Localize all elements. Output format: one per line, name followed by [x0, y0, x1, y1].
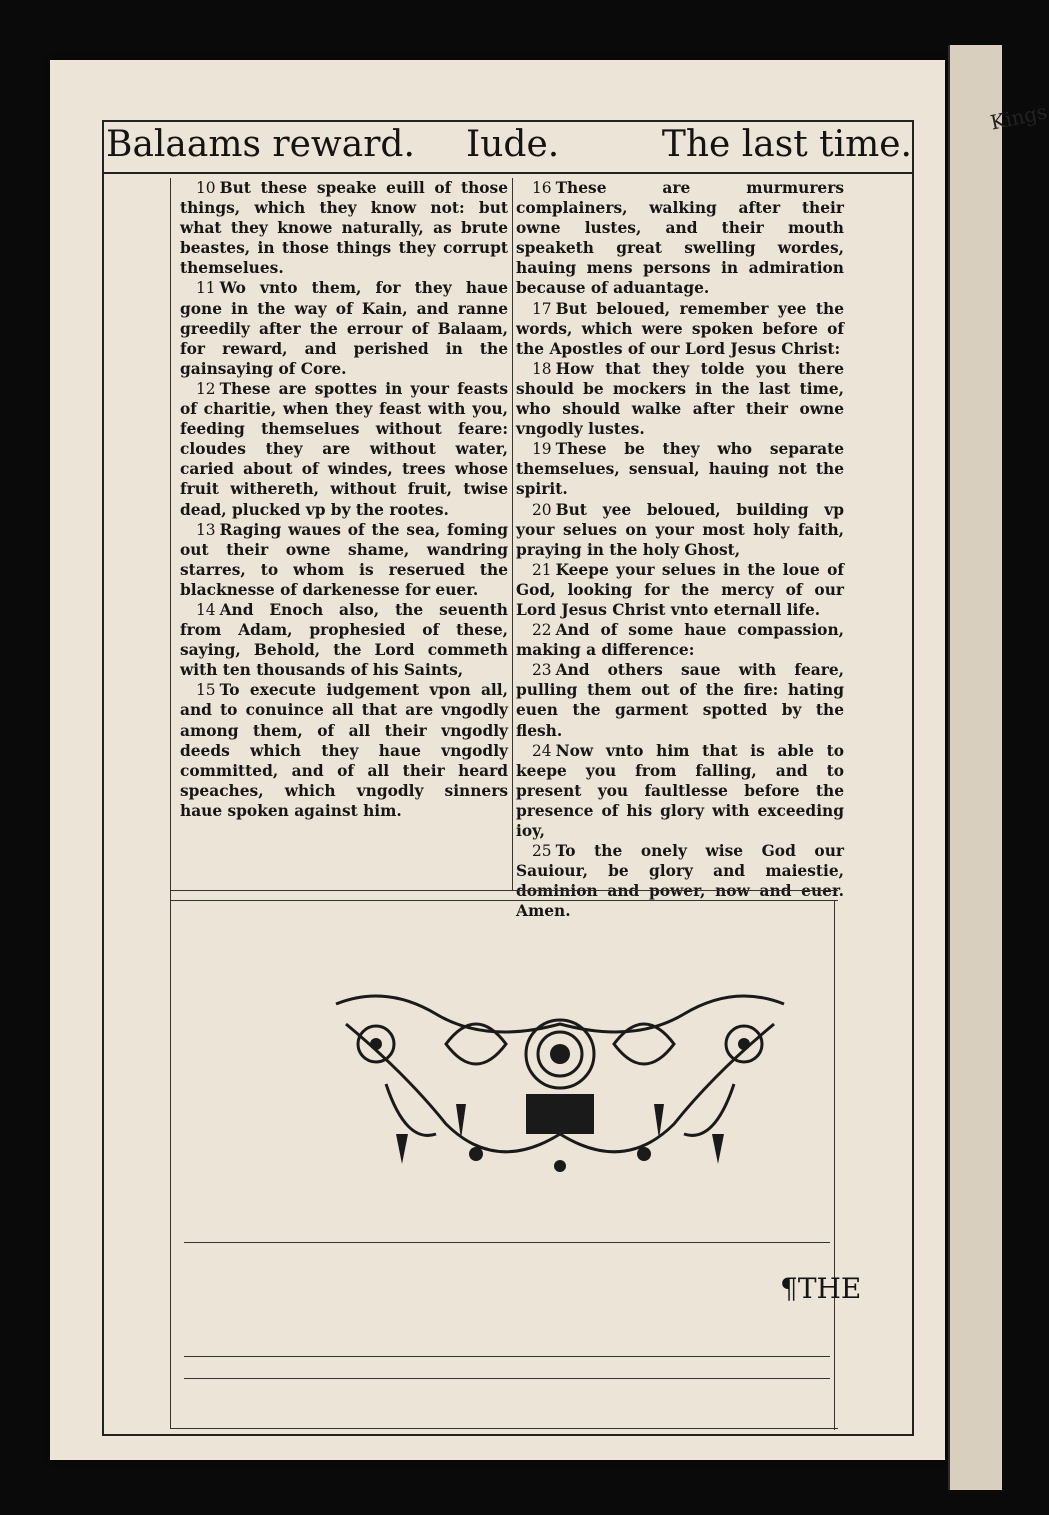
verse — [516, 620, 844, 660]
verse-text: And others saue with feare, pulling them out of the fire: hating euen the garment spotted by the flesh. — [516, 661, 844, 740]
verse — [180, 600, 508, 680]
header-right: The last time. — [661, 124, 912, 165]
column-rule — [512, 178, 513, 890]
verse-number: 24 — [532, 741, 552, 760]
verse-text: But these speake euill of those things, which they know not: but what they knowe naturally, as brute beastes, in those things they corrupt themselues. — [180, 179, 508, 278]
verse-text: But yee beloued, building vp your selues on your most holy faith, praying in the holy Ghost, — [516, 500, 844, 559]
verse — [516, 178, 844, 299]
verse — [516, 841, 844, 921]
verse — [516, 500, 844, 560]
verse — [180, 178, 508, 278]
verse-number: 11 — [196, 279, 216, 298]
verse — [516, 359, 844, 439]
verse-text: But beloued, remember yee the words, which were spoken before of the Apostles of our Lord Jesus Christ: — [516, 299, 844, 358]
verse-text: These are murmurers complainers, walking after their owne lustes, and their mouth speaketh great swelling wordes, hauing mens persons in admiration because of aduantage. — [516, 179, 844, 298]
adjacent-page-edge — [948, 45, 1049, 1490]
verse-number: 15 — [196, 681, 216, 700]
verse — [516, 299, 844, 359]
verse-number: 20 — [532, 500, 552, 519]
header-center: Iude. — [466, 124, 560, 165]
catchword: ¶THE — [780, 1272, 862, 1305]
verse-number: 18 — [532, 359, 552, 378]
verse — [180, 278, 508, 378]
ornament-box-lower-rule — [184, 1242, 830, 1243]
verse-number: 17 — [532, 299, 552, 318]
footer-rule-1 — [184, 1356, 830, 1357]
verse-number: 13 — [196, 520, 216, 539]
verse-number: 25 — [532, 842, 552, 861]
verse-text: To the onely wise God our Sauiour, be glory and maiestie, dominion and power, now and euer. Amen. — [516, 842, 844, 921]
ornament-headpiece — [326, 984, 794, 1184]
header-left: Balaams reward. — [106, 124, 415, 165]
verse-text: Raging waues of the sea, foming out their owne shame, wandring starres, to whom is reserued the blacknesse of darkenesse for euer. — [180, 520, 508, 599]
page-frame — [102, 120, 914, 1436]
verse-text: And of some haue compassion, making a difference: — [516, 621, 844, 660]
verse-text: These be they who separate themselues, sensual, hauing not the spirit. — [516, 440, 844, 499]
right-column — [516, 178, 844, 921]
verse-text: Now vnto him that is able to keepe you from falling, and to present you faultlesse before the presence of his glory with exceeding ioy, — [516, 741, 844, 840]
verse-number: 10 — [196, 179, 216, 197]
text-end-rule — [170, 890, 838, 891]
verse — [516, 439, 844, 499]
verse-number: 14 — [196, 600, 216, 619]
verse-number: 12 — [196, 379, 216, 398]
verse-text: How that they tolde you there should be mockers in the last time, who should walke after their owne vngodly lustes. — [516, 359, 844, 439]
ornament-box-top-rule — [170, 900, 838, 901]
ornament-box-right-rule — [834, 900, 835, 1430]
margin-rule — [170, 178, 171, 1428]
verse — [516, 741, 844, 841]
frame-bottom-inner-rule — [170, 1428, 838, 1429]
verse-number: 19 — [532, 440, 552, 459]
verse-text: Keepe your selues in the loue of God, looking for the mercy of our Lord Jesus Christ vnto eternall life. — [516, 560, 844, 619]
running-header — [104, 122, 912, 174]
verse-text: These are spottes in your feasts of charitie, when they feast with you, feeding themselues without feare: cloudes they are without water, caried about of windes, trees whose fruit withereth, without fruit, twise dead, plucked vp by the rootes. — [180, 379, 508, 519]
verse-number: 23 — [532, 661, 552, 680]
verse — [180, 520, 508, 600]
verse-number: 22 — [532, 621, 552, 640]
verse-number: 16 — [532, 179, 552, 197]
footer-rule-2 — [184, 1378, 830, 1379]
verse-text: To execute iudgement vpon all, and to conuince all that are vngodly among them, of all their vngodly deeds which they haue vngodly committed, and of all their heard speaches, which vngodly sinners haue spoken against him. — [180, 681, 508, 820]
adjacent-page-header-fragment: Kings — [988, 99, 1049, 135]
verse — [180, 680, 508, 821]
verse — [516, 660, 844, 740]
book-page — [50, 60, 945, 1460]
verse — [180, 379, 508, 520]
verse-text: And Enoch also, the seuenth from Adam, prophesied of these, saying, Behold, the Lord commeth with ten thousands of his Saints, — [180, 600, 508, 680]
verse-number: 21 — [532, 560, 552, 579]
verse — [516, 560, 844, 620]
verse-text: Wo vnto them, for they haue gone in the way of Kain, and ranne greedily after the errour of Balaam, for reward, and perished in the gainsaying of Core. — [180, 279, 508, 378]
left-column — [180, 178, 508, 821]
